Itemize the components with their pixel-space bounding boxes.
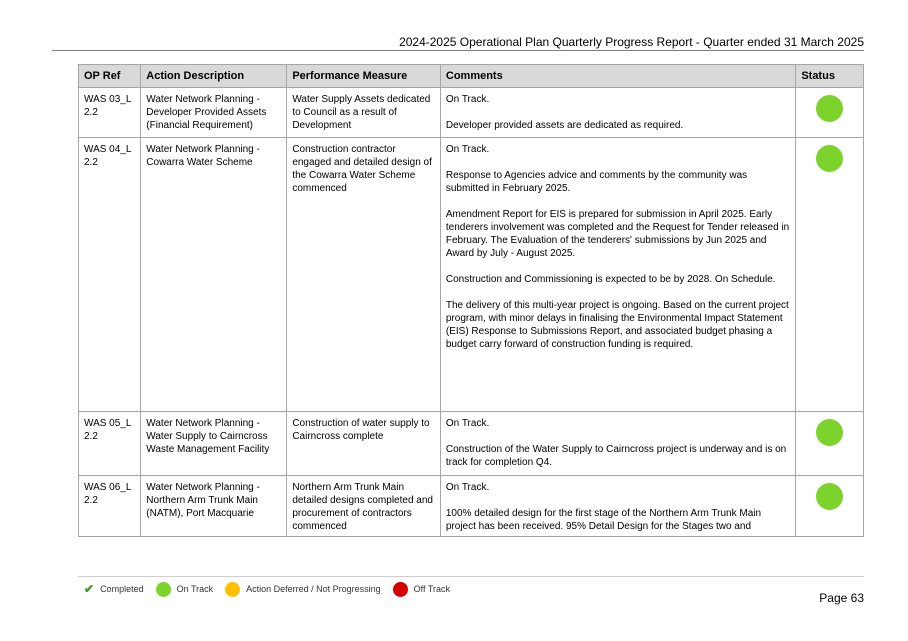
comment-paragraph: Developer provided assets are dedicated as required. bbox=[445, 120, 684, 131]
comment-paragraph: On Track. bbox=[445, 144, 490, 155]
legend-item-completed bbox=[84, 582, 144, 596]
header-divider bbox=[52, 50, 864, 51]
column-header-performance-measure: Performance Measure bbox=[287, 65, 441, 88]
action-description-cell: Water Network Planning - Northern Arm Trunk Main (NATM), Port Macquarie bbox=[141, 476, 287, 537]
amber-circle-icon bbox=[225, 582, 240, 597]
report-header-title: 2024-2025 Operational Plan Quarterly Progress Report - Quarter ended 31 March 2025 bbox=[399, 35, 864, 49]
comment-paragraph: On Track. bbox=[445, 482, 490, 493]
comment-paragraph: The delivery of this multi-year project is ongoing. Based on the current project program, with minor delays in finalising the Environmental Impact Statement (EIS) Response to Submissions Report, and associated budget phasing a budget carry forward of construction funding is required. bbox=[445, 300, 789, 350]
comments-cell bbox=[440, 476, 795, 537]
legend-label: Off Track bbox=[413, 584, 451, 594]
legend-label: Completed bbox=[100, 584, 144, 594]
on-track-status-icon bbox=[816, 145, 843, 172]
comment-paragraph: 100% detailed design for the first stage of the Northern Arm Trunk Main project has been received. 95% Detail Design for the Stages two and bbox=[445, 508, 762, 532]
column-header-comments: Comments bbox=[440, 65, 795, 88]
action-description-cell: Water Network Planning - Cowarra Water Scheme bbox=[141, 138, 287, 412]
legend-item-on-track bbox=[156, 582, 214, 597]
on-track-status-icon bbox=[816, 95, 843, 122]
column-header-status: Status bbox=[796, 65, 864, 88]
comments-cell bbox=[440, 138, 795, 412]
red-circle-icon bbox=[393, 582, 408, 597]
footer-divider bbox=[78, 576, 864, 577]
action-description-cell: Water Network Planning - Water Supply to Cairncross Waste Management Facility bbox=[141, 412, 287, 476]
status-cell bbox=[796, 88, 864, 138]
status-cell bbox=[796, 476, 864, 537]
green-circle-icon bbox=[156, 582, 171, 597]
legend-label: On Track bbox=[176, 584, 214, 594]
table-row bbox=[79, 476, 864, 537]
on-track-status-icon bbox=[816, 419, 843, 446]
comment-paragraph: Amendment Report for EIS is prepared for submission in April 2025. Early tenderers involvement was completed and the Request for Tender released in February. The Evaluation of the tenderers' submissions by Jun 2025 and Award by July - August 2025. bbox=[445, 209, 790, 259]
performance-measure-cell: Construction contractor engaged and detailed design of the Cowarra Water Scheme commenced bbox=[287, 138, 441, 412]
comments-cell bbox=[440, 88, 795, 138]
performance-measure-cell: Northern Arm Trunk Main detailed designs completed and procurement of contractors commenced bbox=[287, 476, 441, 537]
legend-label: Action Deferred / Not Progressing bbox=[246, 584, 381, 594]
table-row bbox=[79, 138, 864, 412]
comment-paragraph: On Track. bbox=[445, 418, 490, 429]
table-row bbox=[79, 88, 864, 138]
status-cell bbox=[796, 412, 864, 476]
on-track-status-icon bbox=[816, 483, 843, 510]
table-header-row bbox=[79, 65, 864, 88]
comment-paragraph: Response to Agencies advice and comments by the community was submitted in February 2025. bbox=[445, 170, 748, 194]
column-header-action-description: Action Description bbox=[141, 65, 287, 88]
op-ref-cell: WAS 05_L 2.2 bbox=[79, 412, 141, 476]
checkmark-icon: ✔ bbox=[84, 582, 95, 596]
status-legend bbox=[84, 580, 462, 598]
progress-table bbox=[78, 64, 864, 537]
legend-item-off-track bbox=[393, 582, 450, 597]
comments-cell bbox=[440, 412, 795, 476]
op-ref-cell: WAS 04_L 2.2 bbox=[79, 138, 141, 412]
comment-paragraph: Construction and Commissioning is expected to be by 2028. On Schedule. bbox=[445, 274, 776, 285]
comment-paragraph: On Track. bbox=[445, 94, 490, 105]
action-description-cell: Water Network Planning - Developer Provided Assets (Financial Requirement) bbox=[141, 88, 287, 138]
op-ref-cell: WAS 06_L 2.2 bbox=[79, 476, 141, 537]
comment-paragraph: Construction of the Water Supply to Cairncross project is underway and is on track for completion Q4. bbox=[445, 444, 787, 468]
table-row bbox=[79, 412, 864, 476]
legend-item-deferred bbox=[225, 582, 381, 597]
page-number: Page 63 bbox=[819, 591, 864, 605]
column-header-op-ref: OP Ref bbox=[79, 65, 141, 88]
performance-measure-cell: Water Supply Assets dedicated to Council as a result of Development bbox=[287, 88, 441, 138]
status-cell bbox=[796, 138, 864, 412]
op-ref-cell: WAS 03_L 2.2 bbox=[79, 88, 141, 138]
performance-measure-cell: Construction of water supply to Cairncross complete bbox=[287, 412, 441, 476]
